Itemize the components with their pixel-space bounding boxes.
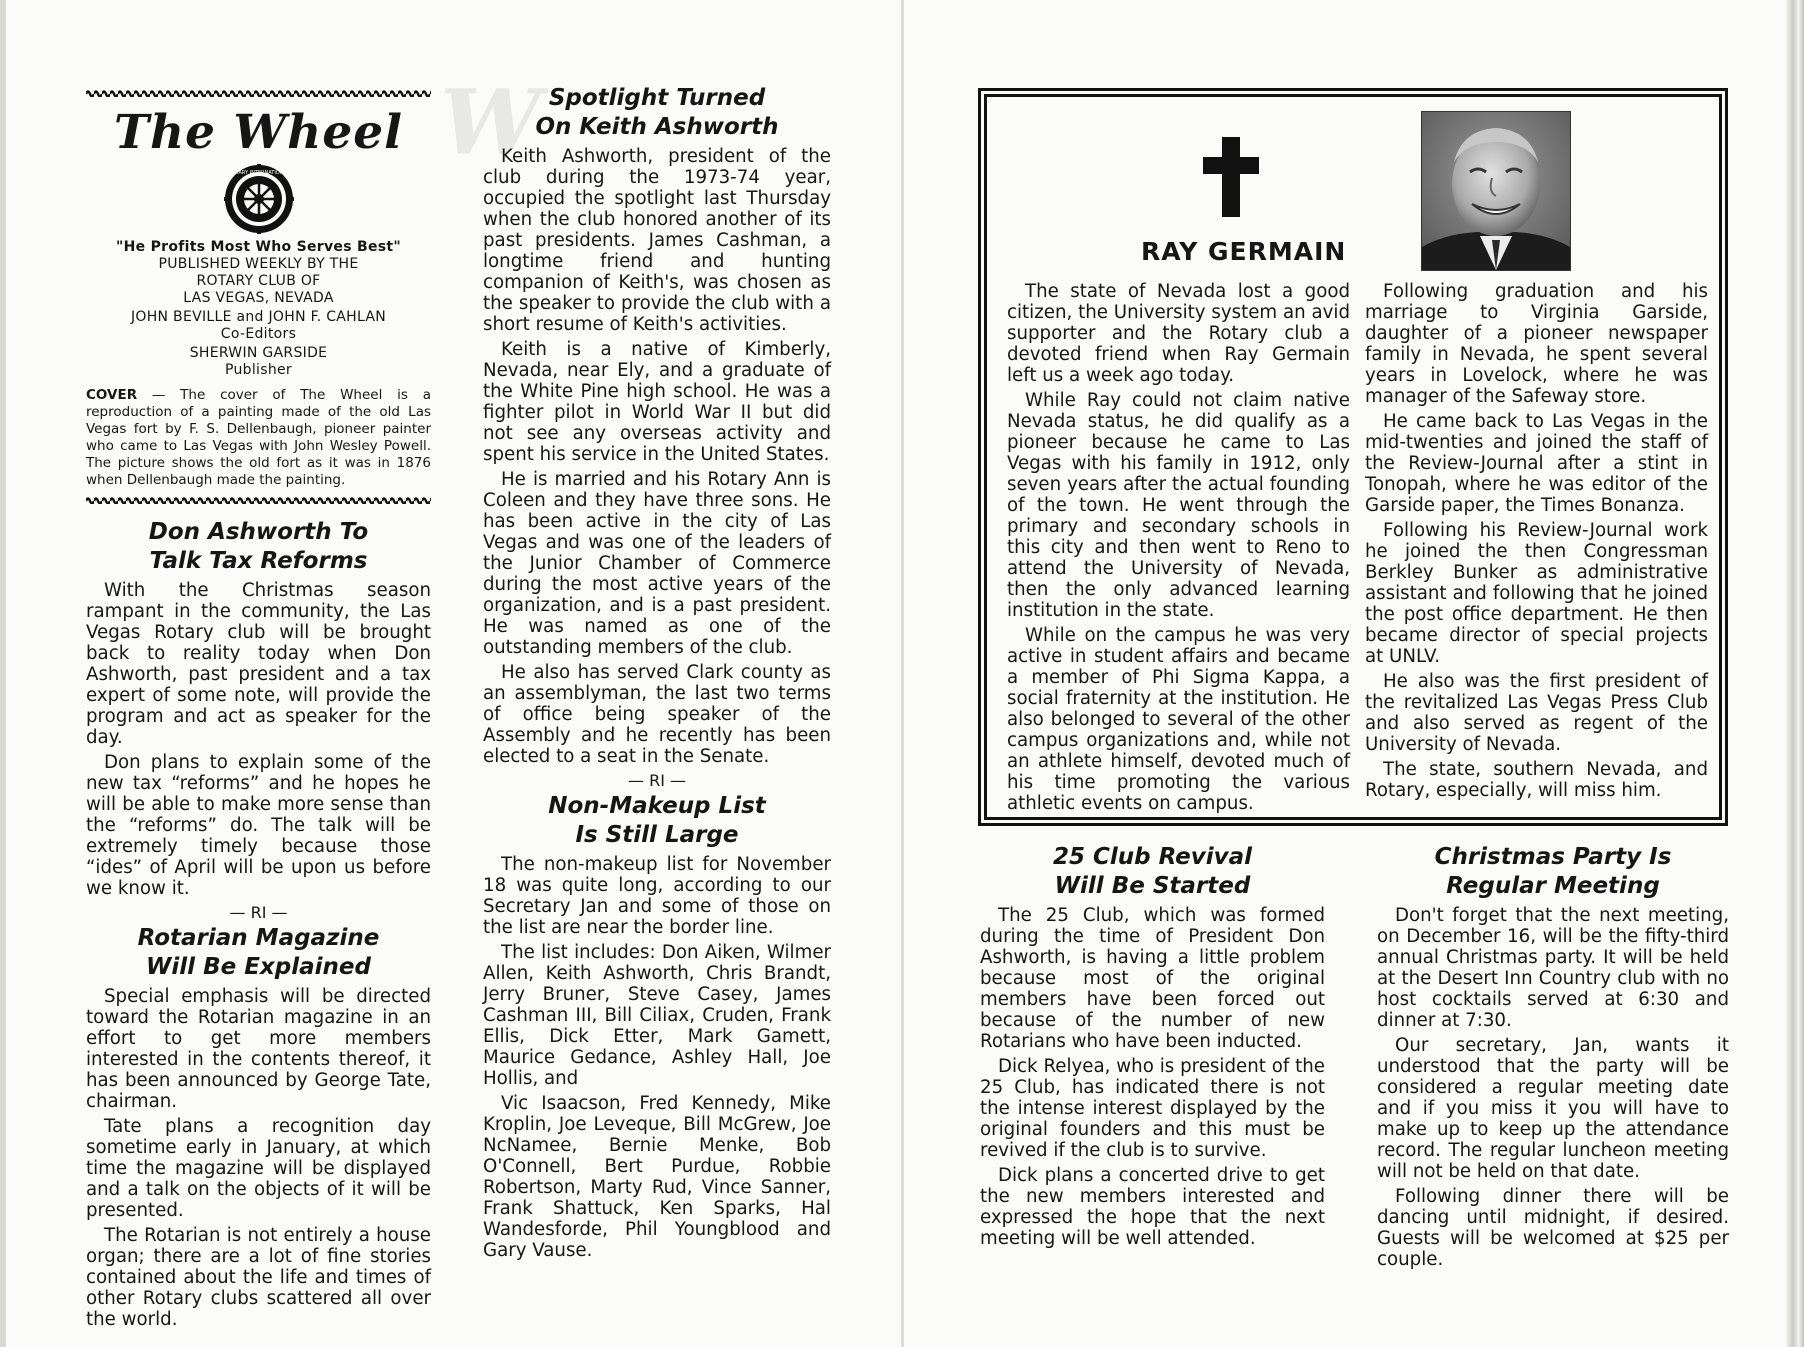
headline-non-makeup: [483, 792, 831, 850]
headline-christmas-party: [1377, 843, 1729, 901]
masthead-border-bottom: [86, 495, 431, 504]
headline-25-club: [980, 843, 1325, 901]
column-3-bottom: [980, 843, 1325, 1249]
paragraph: Don't forget that the next meeting, on December 16, will be the fifty-third annual Christmas party. It will be held at the Desert Inn Country club with no host cocktails served at 6:30 and dinner at 7:30.: [1377, 905, 1729, 1031]
paragraph: The Rotarian is not entirely a house organ; there are a lot of fine stories contained about the life and times of other Rotary clubs scattered all over the world.: [86, 1225, 431, 1330]
paragraph: The state, southern Nevada, and Rotary, especially, will miss him.: [1365, 759, 1708, 801]
headline-line: Talk Tax Reforms: [149, 548, 368, 574]
headline-don-ashworth: [86, 518, 431, 576]
page-edge-right: [1786, 0, 1804, 1347]
masthead-motto: "He Profits Most Who Serves Best": [116, 239, 401, 255]
paragraph: The 25 Club, which was formed during the time of President Don Ashworth, is having a little problem because most of the original members have been forced out because of the number of new Rotarians who have been inducted.: [980, 905, 1325, 1052]
column-4-bottom: [1377, 843, 1729, 1270]
page-edge-left: [0, 0, 6, 1347]
paragraph: He also was the first president of the revitalized Las Vegas Press Club and also served as regent of the University of Nevada.: [1365, 671, 1708, 755]
headline-line: Will Be Started: [1054, 873, 1251, 899]
memorial-box: [978, 88, 1728, 826]
paragraph: While Ray could not claim native Nevada status, he did qualify as a pioneer because he came to Las Vegas with his family in 1912, only seven years after the actual founding of the town. He went through the primary and secondary schools in this city and then went to Reno to attend the University of Nevada, then the only advanced learning institution in the state.: [1007, 390, 1350, 621]
cover-note: [86, 387, 431, 489]
portrait-photo: [1421, 111, 1571, 271]
masthead-club-line2: LAS VEGAS, NEVADA: [183, 290, 334, 306]
headline-line: Regular Meeting: [1446, 873, 1660, 899]
cover-text: — The cover of The Wheel is a reproduction of a painting made of the old Las Vegas fort by F. S. Dellenbaugh, pioneer painter who came to Las Vegas with John Wesley Powell. The picture shows the old fort as it was in 1876 when Dellenbaugh made the painting.: [86, 387, 431, 488]
rotary-logo-icon: [223, 163, 295, 235]
memorial-column-2: [1365, 281, 1708, 801]
ri-separator: — RI —: [627, 771, 686, 790]
ri-separator: — RI —: [229, 903, 288, 922]
paragraph: Following graduation and his marriage to Virginia Garside, daughter of a pioneer newspaper family in Nevada, he spent several years in Lovelock, where he was manager of the Safeway store.: [1365, 281, 1708, 407]
paragraph: Following his Review-Journal work he joined the then Congressman Berkley Bunker as administrative assistant and following that he joined the post office department. He then became director of special projects at UNLV.: [1365, 520, 1708, 667]
memorial-name: RAY GERMAIN: [1141, 237, 1347, 266]
cross-icon: [1203, 137, 1259, 217]
headline-line: Spotlight Turned: [548, 85, 766, 111]
paragraph: Vic Isaacson, Fred Kennedy, Mike Kroplin, Joe Leveque, Bill McGrew, Joe NcNamee, Bernie Menke, Bob O'Connell, Bert Purdue, Robbie Robertson, Marty Rud, Vince Sanner, Frank Shattuck, Ken Sparks, Hal Wandesforde, Phil Youngblood and Gary Vause.: [483, 1093, 831, 1261]
masthead-title: The Wheel: [113, 105, 404, 160]
portrait-illustration: [1422, 112, 1570, 270]
cover-label: COVER: [86, 387, 138, 403]
masthead-editors-role: Co-Editors: [220, 326, 297, 342]
headline-line: Rotarian Magazine: [137, 925, 380, 951]
paragraph: The list includes: Don Aiken, Wilmer Allen, Keith Ashworth, Chris Brandt, Jerry Bruner, Steve Casey, James Cashman III, Bill Ciliax, Cruden, Frank Ellis, Dick Etter, Mark Gamett, Maurice Gedance, Ashley Hall, Joe Hollis, and: [483, 942, 831, 1089]
headline-line: Don Ashworth To: [148, 519, 369, 545]
column-2: [483, 84, 831, 1261]
headline-spotlight: [483, 84, 831, 142]
paragraph: While on the campus he was very active in student affairs and became a member of Phi Sigma Kappa, a social fraternity at the institution. He also belonged to several of the other campus organizations and, while not an athlete himself, devoted much of his time promoting the various athletic events on campus.: [1007, 625, 1350, 814]
paragraph: Dick Relyea, who is president of the 25 Club, has indicated there is not the intense interest displayed by the original founders and this must be revived if the club is to survive.: [980, 1056, 1325, 1161]
logo-text: ROTARY INTERNATIONAL: [227, 170, 290, 176]
headline-line: Will Be Explained: [146, 954, 371, 980]
show-through-title: W: [440, 70, 542, 176]
paragraph: Our secretary, Jan, wants it understood that the party will be considered a regular meeting date and if you miss it you will have to make up to keep up the attendance record. The regular luncheon meeting will not be held on that date.: [1377, 1035, 1729, 1182]
paragraph: Keith Ashworth, president of the club during the 1973-74 year, occupied the spotlight last Thursday when the club honored another of its past presidents. James Cashman, a longtime friend and hunting companion of Keith's, was chosen as the speaker to provide the club with a short resume of Keith's activities.: [483, 146, 831, 335]
paragraph: Don plans to explain some of the new tax “reforms” and he hopes he will be able to make more sense than the “reforms” do. The talk will be extremely timely because those “ides” of April will be upon us before we know it.: [86, 752, 431, 899]
paragraph: Tate plans a recognition day sometime early in January, at which time the magazine will be displayed and a talk on the objects of it will be presented.: [86, 1116, 431, 1221]
masthead-publisher-name: SHERWIN GARSIDE: [189, 345, 328, 361]
paragraph: The non-makeup list for November 18 was quite long, according to our Secretary Jan and some of those on the list are near the border line.: [483, 854, 831, 938]
masthead-published: PUBLISHED WEEKLY BY THE: [158, 256, 359, 272]
paragraph: With the Christmas season rampant in the community, the Las Vegas Rotary club will be brought back to reality today when Don Ashworth, past president and a tax expert of some note, will provide the program and act as speaker for the day.: [86, 580, 431, 748]
headline-line: Non-Makeup List: [548, 793, 766, 819]
masthead-club-line1: ROTARY CLUB OF: [196, 273, 321, 289]
paragraph: Special emphasis will be directed toward the Rotarian magazine in an effort to get more members interested in the contents thereof, it has been announced by George Tate, chairman.: [86, 986, 431, 1112]
masthead-editors: JOHN BEVILLE and JOHN F. CAHLAN: [130, 309, 387, 325]
headline-line: 25 Club Revival: [1052, 844, 1253, 870]
paragraph: He also has served Clark county as an assemblyman, the last two terms of office being speaker of the Assembly and he recently has been elected to a seat in the Senate.: [483, 662, 831, 767]
memorial-column-1: [1007, 281, 1350, 814]
paragraph: Following dinner there will be dancing until midnight, if desired. Guests will be welcomed at $25 per couple.: [1377, 1186, 1729, 1270]
center-fold: [901, 0, 904, 1347]
masthead-border-top: [86, 88, 431, 97]
headline-line: On Keith Ashworth: [535, 114, 779, 140]
headline-line: Christmas Party Is: [1434, 844, 1672, 870]
headline-rotarian-magazine: [86, 924, 431, 982]
paragraph: Keith is a native of Kimberly, Nevada, near Ely, and a graduate of the White Pine high school. He was a fighter pilot in World War II but did not see any overseas activity and spent his service in the United States.: [483, 339, 831, 465]
paragraph: Dick plans a concerted drive to get the new members interested and expressed the hope that the next meeting will be well attended.: [980, 1165, 1325, 1249]
headline-line: Is Still Large: [575, 822, 739, 848]
paragraph: He came back to Las Vegas in the mid-twenties and joined the staff of the Review-Journal after a stint in Tonopah, where he was editor of the Garside paper, the Times Bonanza.: [1365, 411, 1708, 516]
masthead-publisher-role: Publisher: [225, 362, 292, 378]
column-1: [86, 88, 431, 1330]
paragraph: He is married and his Rotary Ann is Coleen and they have three sons. He has been active in the city of Las Vegas and was one of the leaders of the Junior Chamber of Commerce during the most active years of the organization, and is a past president. He was named as one of the outstanding members of the club.: [483, 469, 831, 658]
paragraph: The state of Nevada lost a good citizen, the University system an avid supporter and the Rotary club a devoted friend when Ray Germain left us a week ago today.: [1007, 281, 1350, 386]
